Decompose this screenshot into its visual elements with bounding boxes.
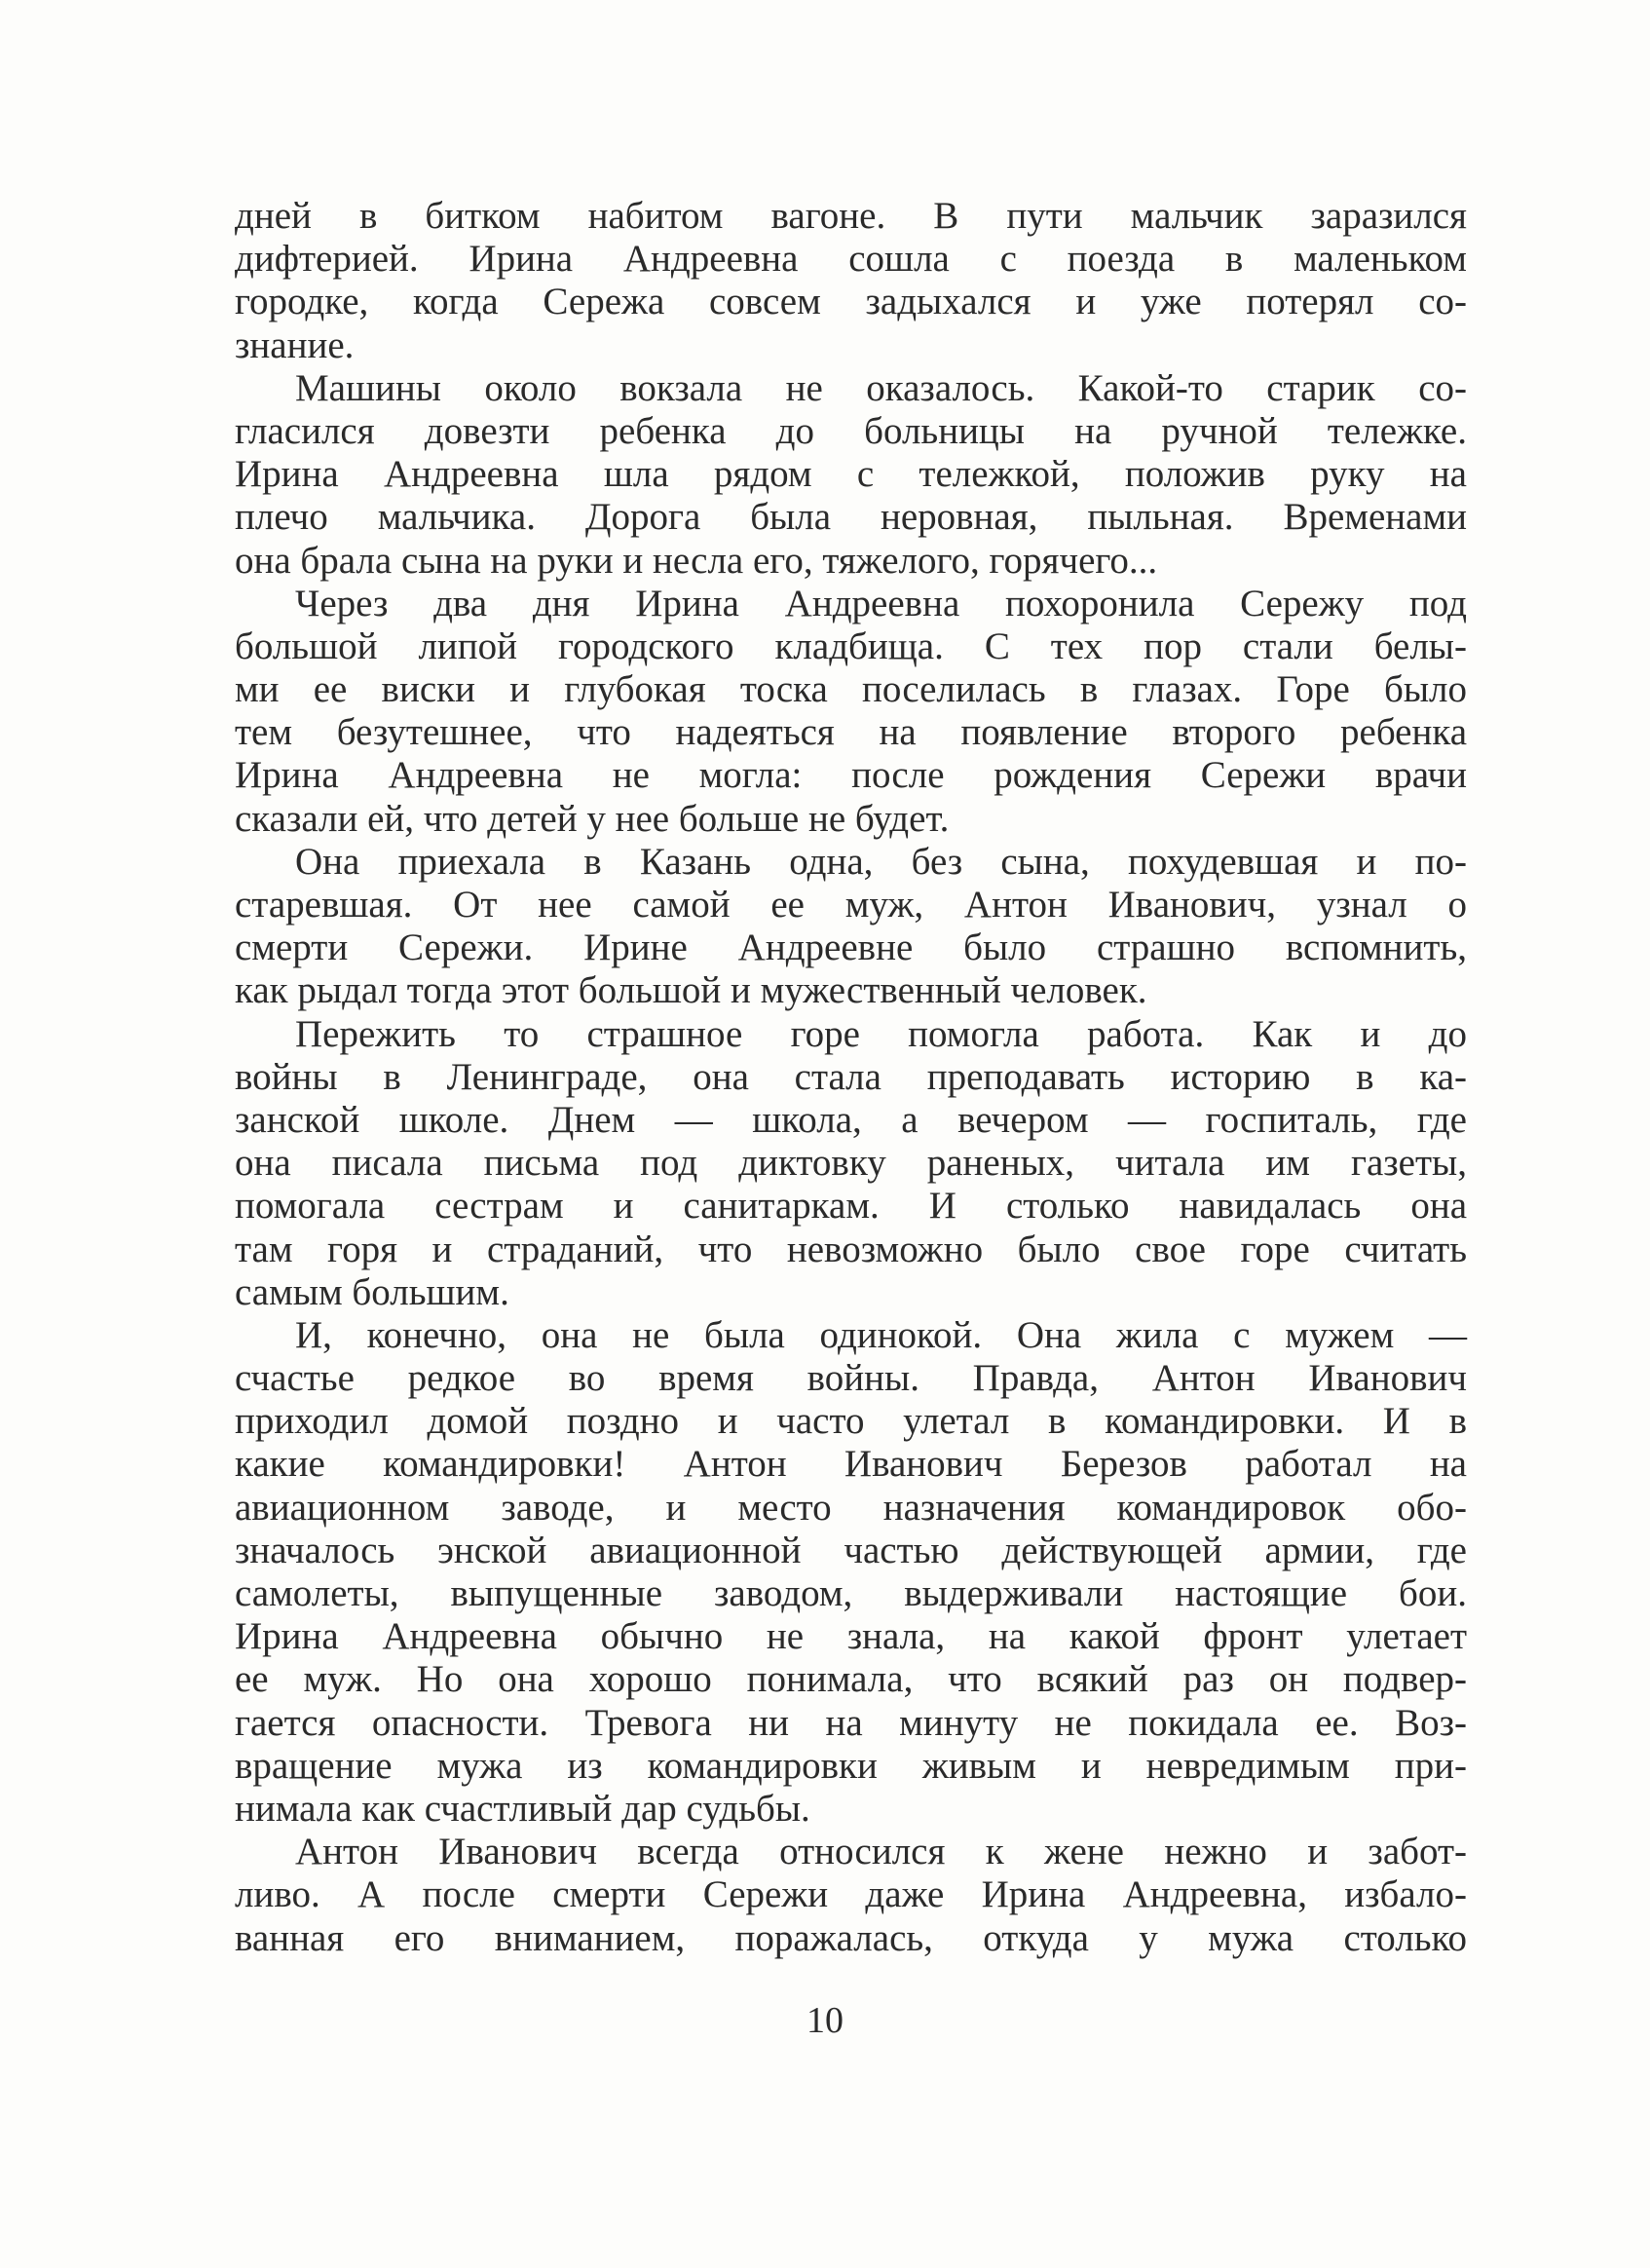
text-line: гласился довезти ребенка до больницы на ручной тележке.	[235, 409, 1467, 452]
text-line: она брала сына на руки и несла его, тяжелого, горячего...	[235, 539, 1158, 582]
text-line: знание.	[235, 323, 355, 366]
text-line: дифтерией. Ирина Андреевна сошла с поезда в маленьком	[235, 238, 1467, 281]
text-line: Машины около вокзала не оказалось. Какой-то старик со-	[295, 366, 1467, 409]
text-line: И, конечно, она не была одинокой. Она жила с мужем —	[295, 1313, 1467, 1356]
text-line: ее муж. Но она хорошо понимала, что всякий раз он подвер-	[235, 1658, 1467, 1701]
text-line: нимала как счастливый дар судьбы.	[235, 1787, 810, 1830]
paragraph-5	[235, 1013, 1467, 1314]
paragraph-4	[235, 841, 1467, 1013]
text-line: ми ее виски и глубокая тоска поселилась в глазах. Горе было	[235, 668, 1467, 711]
text-line: Через два дня Ирина Андреевна похоронила Сережу под	[295, 582, 1467, 624]
text-line: войны в Ленинграде, она стала преподавать историю в ка-	[235, 1055, 1467, 1098]
paragraph-2	[235, 367, 1467, 583]
text-line: старевшая. От нее самой ее муж, Антон Иванович, узнал о	[235, 884, 1467, 926]
text-line: городке, когда Сережа совсем задыхался и уже потерял со-	[235, 281, 1467, 323]
text-line: значалось энской авиационной частью действующей армии, где	[235, 1529, 1467, 1571]
text-line: Антон Иванович всегда относился к жене нежно и забот-	[295, 1831, 1467, 1873]
text-line: вращение мужа из командировки живым и невредимым при-	[235, 1744, 1467, 1787]
paragraph-3	[235, 583, 1467, 841]
text-line: самым большим.	[235, 1270, 509, 1313]
text-line: какие командировки! Антон Иванович Березов работал на	[235, 1443, 1467, 1486]
paragraph-6	[235, 1314, 1467, 1831]
text-line: занской школе. Днем — школа, а вечером — госпиталь, где	[235, 1098, 1467, 1141]
text-line: авиационном заводе, и место назначения командировок обо-	[235, 1486, 1467, 1529]
text-line: Ирина Андреевна шла рядом с тележкой, положив руку на	[235, 453, 1467, 496]
text-line: дней в битком набитом вагоне. В пути мальчик заразился	[235, 195, 1467, 237]
text-line: приходил домой поздно и часто улетал в командировки. И в	[235, 1400, 1467, 1443]
text-line: плечо мальчика. Дорога была неровная, пыльная. Временами	[235, 496, 1467, 539]
text-line: самолеты, выпущенные заводом, выдерживали настоящие бои.	[235, 1572, 1467, 1614]
text-line: сказали ей, что детей у нее больше не будет.	[235, 797, 950, 840]
text-line: гается опасности. Тревога ни на минуту не покидала ее. Воз-	[235, 1701, 1467, 1744]
text-line: счастье редкое во время войны. Правда, Антон Иванович	[235, 1357, 1467, 1400]
text-line: помогала сестрам и санитаркам. И столько навидалась она	[235, 1185, 1467, 1228]
text-line: тем безутешнее, что надеяться на появление второго ребенка	[235, 711, 1467, 754]
text-line: ливо. А после смерти Сережи даже Ирина Андреевна, избало-	[235, 1873, 1467, 1916]
text-line: Она приехала в Казань одна, без сына, похудевшая и по-	[295, 840, 1467, 883]
text-line: там горя и страданий, что невозможно было свое горе считать	[235, 1228, 1467, 1270]
paragraph-7	[235, 1831, 1467, 1960]
text-line: Пережить то страшное горе помогла работа. Как и до	[295, 1012, 1467, 1055]
text-line: большой липой городского кладбища. С тех пор стали белы-	[235, 624, 1467, 667]
paragraph-1	[235, 195, 1467, 367]
page-number: 10	[806, 2000, 844, 2041]
text-line: Ирина Андреевна обычно не знала, на какой фронт улетает	[235, 1615, 1467, 1658]
text-line: она писала письма под диктовку раненых, читала им газеты,	[235, 1142, 1467, 1185]
text-line: ванная его вниманием, поражалась, откуда у мужа столько	[235, 1916, 1467, 1959]
text-line: как рыдал тогда этот большой и мужественный человек.	[235, 969, 1147, 1012]
text-column	[235, 195, 1467, 1960]
text-line: смерти Сережи. Ирине Андреевне было страшно вспомнить,	[235, 926, 1467, 969]
text-line: Ирина Андреевна не могла: после рождения Сережи врачи	[235, 754, 1467, 797]
